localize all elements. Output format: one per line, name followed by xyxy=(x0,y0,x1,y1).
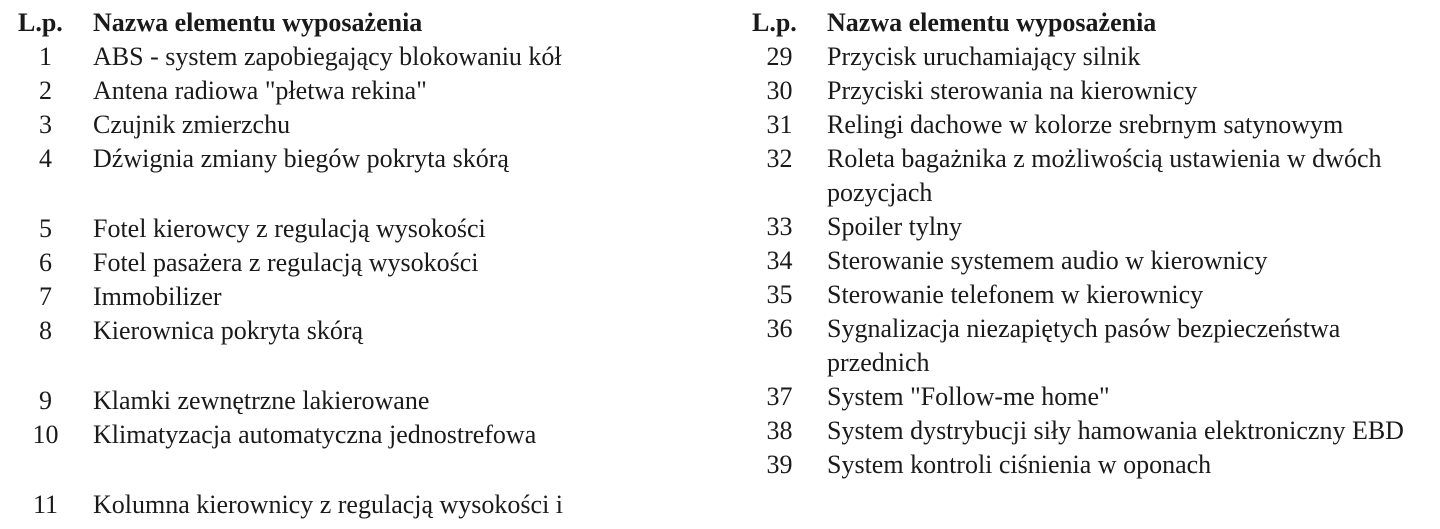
table-row xyxy=(18,280,708,314)
row-spacer xyxy=(18,176,708,212)
row-number: 10 xyxy=(32,420,59,449)
row-number: 5 xyxy=(39,214,52,243)
row-number: 34 xyxy=(766,246,793,275)
table-row xyxy=(752,40,1432,74)
table-row xyxy=(752,312,1432,380)
row-equipment-name: Sygnalizacja niezapiętych pasów bezpieczeństwa przednich xyxy=(827,314,1341,377)
row-number: 31 xyxy=(766,110,793,139)
table-row xyxy=(752,244,1432,278)
table-row xyxy=(18,74,708,108)
row-equipment-name: System kontroli ciśnienia w oponach xyxy=(827,450,1212,479)
row-equipment-name: System "Follow-me home" xyxy=(827,382,1110,411)
header-name: Nazwa elementu wyposażenia xyxy=(827,8,1157,37)
header-name: Nazwa elementu wyposażenia xyxy=(93,8,423,37)
row-equipment-name: Fotel kierowcy z regulacją wysokości xyxy=(93,214,486,243)
table-row xyxy=(752,380,1432,414)
row-equipment-name: Klamki zewnętrzne lakierowane xyxy=(93,386,430,415)
row-equipment-name: Relingi dachowe w kolorze srebrnym satynowym xyxy=(827,110,1344,139)
row-number: 30 xyxy=(766,76,793,105)
row-number: 38 xyxy=(766,416,793,445)
table-row xyxy=(18,142,708,176)
table-row xyxy=(752,278,1432,312)
table-row xyxy=(18,488,708,522)
row-spacer xyxy=(18,452,708,488)
row-number: 8 xyxy=(39,316,52,345)
row-equipment-name: ABS - system zapobiegający blokowaniu kół xyxy=(93,42,562,71)
table-row xyxy=(752,74,1432,108)
row-equipment-name: Antena radiowa "płetwa rekina" xyxy=(93,76,427,105)
table-row xyxy=(18,314,708,348)
header-lp: L.p. xyxy=(752,8,797,37)
table-row xyxy=(18,212,708,246)
row-number: 33 xyxy=(766,212,793,241)
table-row xyxy=(752,108,1432,142)
row-equipment-name: Spoiler tylny xyxy=(827,212,963,241)
table-body xyxy=(752,40,1432,482)
header-lp: L.p. xyxy=(18,8,63,37)
table-row xyxy=(752,448,1432,482)
row-equipment-name: System dystrybucji siły hamowania elektroniczny EBD xyxy=(827,416,1404,445)
table-header xyxy=(752,6,1432,40)
row-equipment-name: Immobilizer xyxy=(93,282,222,311)
table-row xyxy=(752,414,1432,448)
row-number: 3 xyxy=(39,110,52,139)
table-row xyxy=(752,210,1432,244)
row-number: 39 xyxy=(766,450,793,479)
table-header xyxy=(18,6,708,40)
row-number: 29 xyxy=(766,42,793,71)
row-number: 37 xyxy=(766,382,793,411)
row-equipment-name: Dźwignia zmiany biegów pokryta skórą xyxy=(93,144,509,173)
row-equipment-name: Sterowanie systemem audio w kierownicy xyxy=(827,246,1268,275)
row-number: 6 xyxy=(39,248,52,277)
row-equipment-name: Przycisk uruchamiający silnik xyxy=(827,42,1141,71)
row-number: 35 xyxy=(766,280,793,309)
equipment-table-right xyxy=(752,6,1432,482)
row-equipment-name: Klimatyzacja automatyczna jednostrefowa xyxy=(93,420,537,449)
table-row xyxy=(18,108,708,142)
table-row xyxy=(18,40,708,74)
table-body xyxy=(18,40,708,522)
row-number: 1 xyxy=(39,42,52,71)
row-number: 11 xyxy=(32,490,59,519)
row-number: 9 xyxy=(39,386,52,415)
row-number: 36 xyxy=(766,314,793,343)
table-row xyxy=(752,142,1432,210)
row-equipment-name: Sterowanie telefonem w kierownicy xyxy=(827,280,1204,309)
row-number: 4 xyxy=(39,144,52,173)
row-spacer xyxy=(18,348,708,384)
table-row xyxy=(18,384,708,418)
row-equipment-name: Czujnik zmierzchu xyxy=(93,110,291,139)
row-equipment-name: Przyciski sterowania na kierownicy xyxy=(827,76,1198,105)
equipment-table-left xyxy=(18,6,708,522)
row-equipment-name: Roleta bagażnika z możliwością ustawienia w dwóch pozycjach xyxy=(827,144,1382,207)
table-row xyxy=(18,246,708,280)
row-equipment-name: Kierownica pokryta skórą xyxy=(93,316,364,345)
row-number: 2 xyxy=(39,76,52,105)
row-equipment-name: Kolumna kierownicy z regulacją wysokości i xyxy=(93,490,564,519)
table-row xyxy=(18,418,708,452)
row-number: 7 xyxy=(39,282,52,311)
row-equipment-name: Fotel pasażera z regulacją wysokości xyxy=(93,248,479,277)
row-number: 32 xyxy=(766,144,793,173)
